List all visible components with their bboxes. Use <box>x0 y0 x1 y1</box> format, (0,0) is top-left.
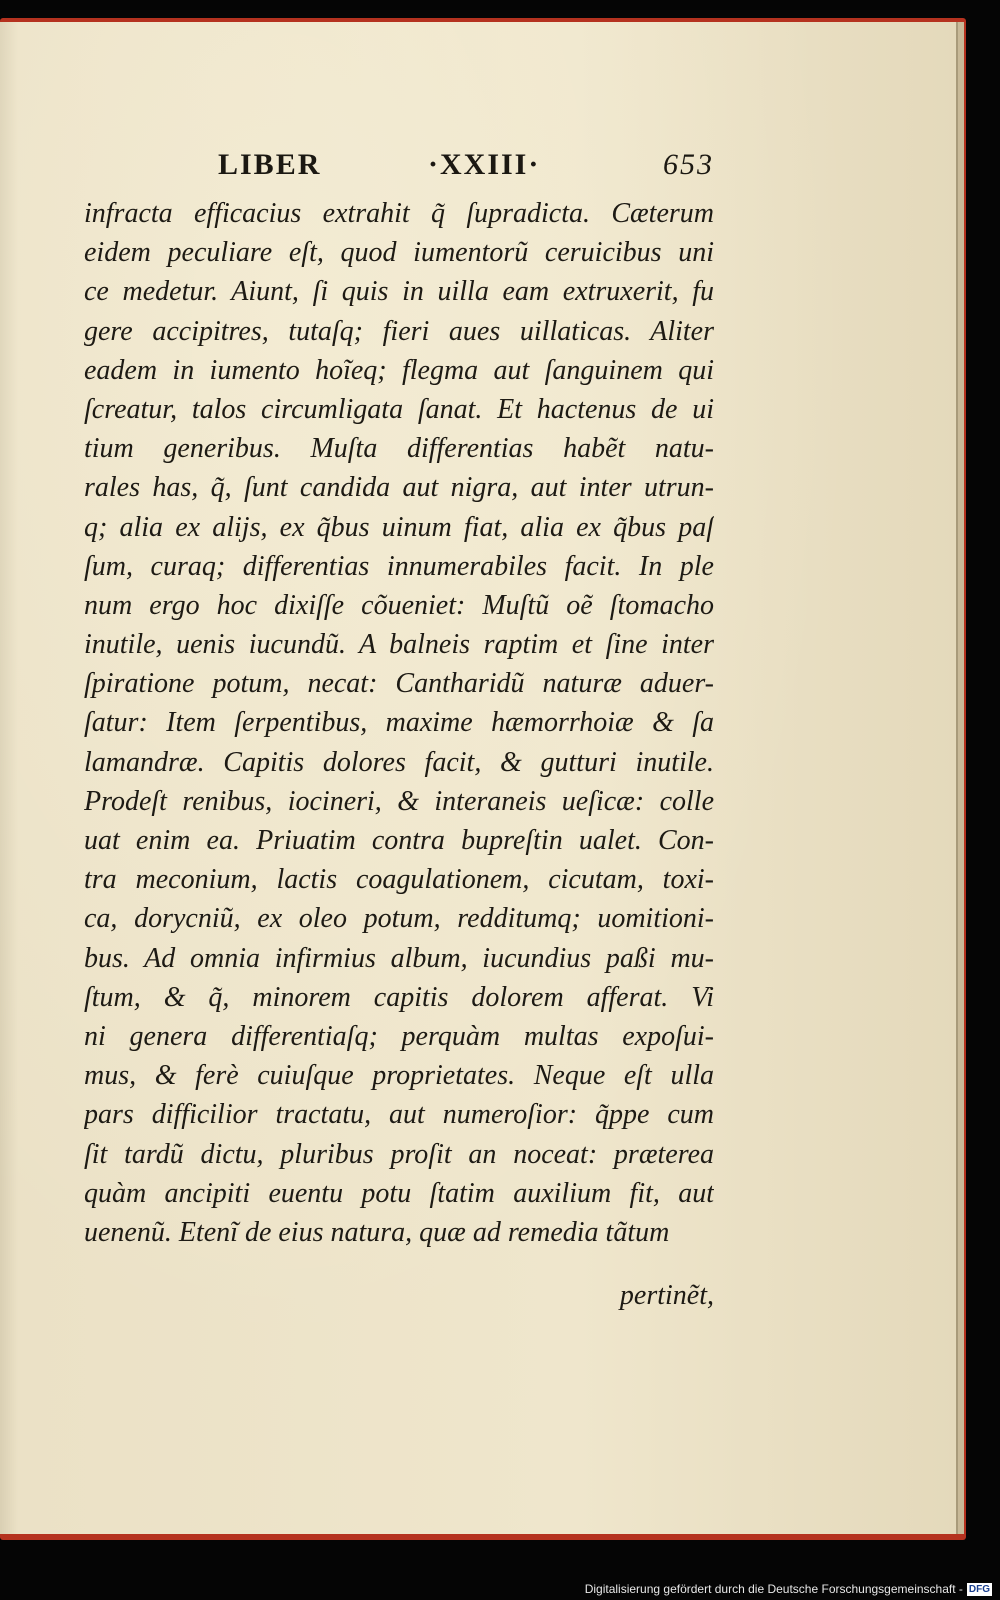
text-line: ſpiratione potum, necat: Cantharidũ naturæ aduer- <box>84 668 714 700</box>
text-line: bus. Ad omnia infirmius album, iucundius paßi mu- <box>84 942 714 974</box>
header-liber: LIBER <box>218 148 322 181</box>
digitization-credit <box>585 1582 992 1596</box>
header-book-number: ·XXIII· <box>428 148 541 181</box>
text-line: ſatur: Item ſerpentibus, maxime hæmorrhoiæ & ſa <box>84 707 714 739</box>
text-line: ce medetur. Aiunt, ſi quis in uilla eam extruxerit, fu <box>84 276 714 308</box>
text-line: ſtum, & q̃, minorem capitis dolorem afferat. Vi <box>84 981 714 1013</box>
credit-text: Digitalisierung gefördert durch die Deutsche Forschungsgemeinschaft - <box>584 1582 963 1596</box>
text-line: quàm ancipiti euentu potu ſtatim auxilium fit, aut <box>84 1177 714 1209</box>
text-line: pars difficilior tractatu, aut numeroſior: q̃ppe cum <box>84 1099 714 1131</box>
text-line: tium generibus. Muſta differentias habẽt natu- <box>84 433 714 465</box>
text-line: eadem in iumento hoĩeq; flegma aut ſanguinem qui <box>84 354 714 386</box>
text-line: num ergo hoc dixiſſe cõueniet: Muſtũ oẽ ſtomacho <box>84 589 714 621</box>
body-text <box>84 194 714 1252</box>
text-line: uenenũ. Etenĩ de eius natura, quæ ad remedia tãtum <box>84 1216 670 1248</box>
text-line: lamandræ. Capitis dolores facit, & gutturi inutile. <box>84 746 714 778</box>
text-line: q; alia ex alijs, ex q̃bus uinum fiat, alia ex q̃bus paſ <box>84 511 714 543</box>
catchword: pertinẽt, <box>619 1280 714 1311</box>
page-number: 653 <box>663 148 714 181</box>
text-line: infracta efficacius extrahit q̃ ſupradicta. Cæterum <box>84 198 714 229</box>
text-line: uat enim ea. Priuatim contra bupreſtin ualet. Con- <box>84 825 714 856</box>
dfg-logo: DFG <box>968 1583 990 1595</box>
text-line: Prodeſt renibus, iocineri, & interaneis ueſicæ: colle <box>84 785 714 817</box>
text-line: ſcreatur, talos circumligata ſanat. Et hactenus de ui <box>84 393 714 425</box>
text-line: eidem peculiare eſt, quod iumentorũ ceruicibus uni <box>84 237 714 269</box>
text-line: mus, & ferè cuiuſque proprietates. Neque eſt ulla <box>84 1060 714 1092</box>
text-line: ſum, curaq; differentias innumerabiles facit. In ple <box>84 550 714 582</box>
text-line: tra meconium, lactis coagulationem, cicutam, toxi- <box>84 864 714 896</box>
text-line: ca, dorycniũ, ex oleo potum, redditumq; uomitioni- <box>84 903 714 935</box>
text-line: gere accipitres, tutaſq; fieri aues uillaticas. Aliter <box>84 315 714 347</box>
text-line: ſit tardũ dictu, pluribus proſit an noceat: præterea <box>84 1138 714 1170</box>
text-line: inutile, uenis iucundũ. A balneis raptim et ſine inter <box>84 629 714 661</box>
running-header <box>218 148 714 188</box>
book-page <box>0 22 964 1534</box>
text-line: ni genera differentiaſq; perquàm multas expoſui- <box>84 1020 714 1052</box>
text-line: rales has, q̃, ſunt candida aut nigra, aut inter utrun- <box>84 472 714 504</box>
